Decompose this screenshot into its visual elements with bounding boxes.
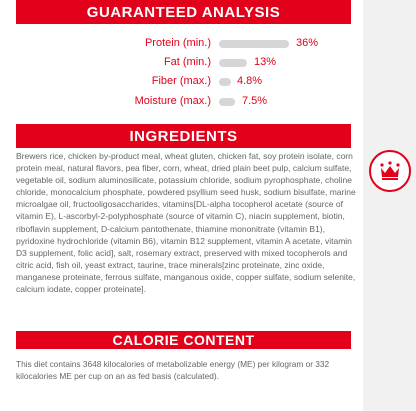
analysis-row-moisture (0, 95, 363, 109)
analysis-bar (219, 78, 231, 86)
analysis-bar (219, 98, 235, 106)
analysis-row-fiber (0, 75, 363, 89)
ingredients-heading: INGREDIENTS (16, 124, 351, 148)
analysis-label: Moisture (max.) (134, 95, 211, 107)
analysis-value: 4.8% (237, 75, 263, 87)
analysis-value: 7.5% (242, 95, 268, 107)
crown-icon (377, 160, 403, 182)
analysis-value: 36% (296, 37, 319, 49)
analysis-row-fat (0, 56, 363, 70)
analysis-label: Protein (min.) (144, 37, 211, 49)
analysis-value: 13% (254, 56, 277, 68)
right-side-panel (363, 0, 416, 411)
analysis-label: Fiber (max.) (151, 75, 211, 87)
calorie-statement: This diet contains 3648 kilocalories of metabolizable energy (ME) per kilogram or 332 kilocalories ME per cup on an as fed basis (calculated). (16, 359, 330, 381)
brand-crown-badge (369, 150, 411, 192)
analysis-bar (219, 40, 289, 48)
calorie-content-heading: CALORIE CONTENT (16, 331, 351, 349)
analysis-row-protein (0, 37, 363, 51)
analysis-label: Fat (min.) (163, 56, 211, 68)
guaranteed-analysis-heading: GUARANTEED ANALYSIS (16, 0, 351, 24)
analysis-bar (219, 59, 247, 67)
ingredients-list: Brewers rice, chicken by-product meal, wheat gluten, chicken fat, soy protein isolate, corn protein meal, natural flavors, pea fiber, corn, wheat, dried plain beet pulp, calcium sulfate, vegetable oil, sodium aluminosilicate, potassium chloride, sodium pyrophosphate, choline chloride, monocalcium phosphate, powdered psyllium seed husk, sodium bisulfate, marine microalgae oil, fructooligosaccharides, vitamins[DL-alpha tocopherol acetate (source of vitamin E), L-ascorbyl-2-polyphosphate (source of vitamin C), niacin supplement, biotin, riboflavin supplement, D-calcium pantothenate, thiamine mononitrate (vitamin B1), pyridoxine hydrochloride (vitamin B6), vitamin B12 supplement, vitamin A acetate, vitamin D3 supplement, folic acid], salt, rosemary extract, preserved with mixed tocopherols and citric acid, fish oil, yeast extract, taurine, trace minerals[zinc proteinate, zinc oxide, manganese proteinate, ferrous sulfate, manganous oxide, copper sulfate, sodium selenite, calcium iodate, copper proteinate]. (16, 151, 356, 295)
